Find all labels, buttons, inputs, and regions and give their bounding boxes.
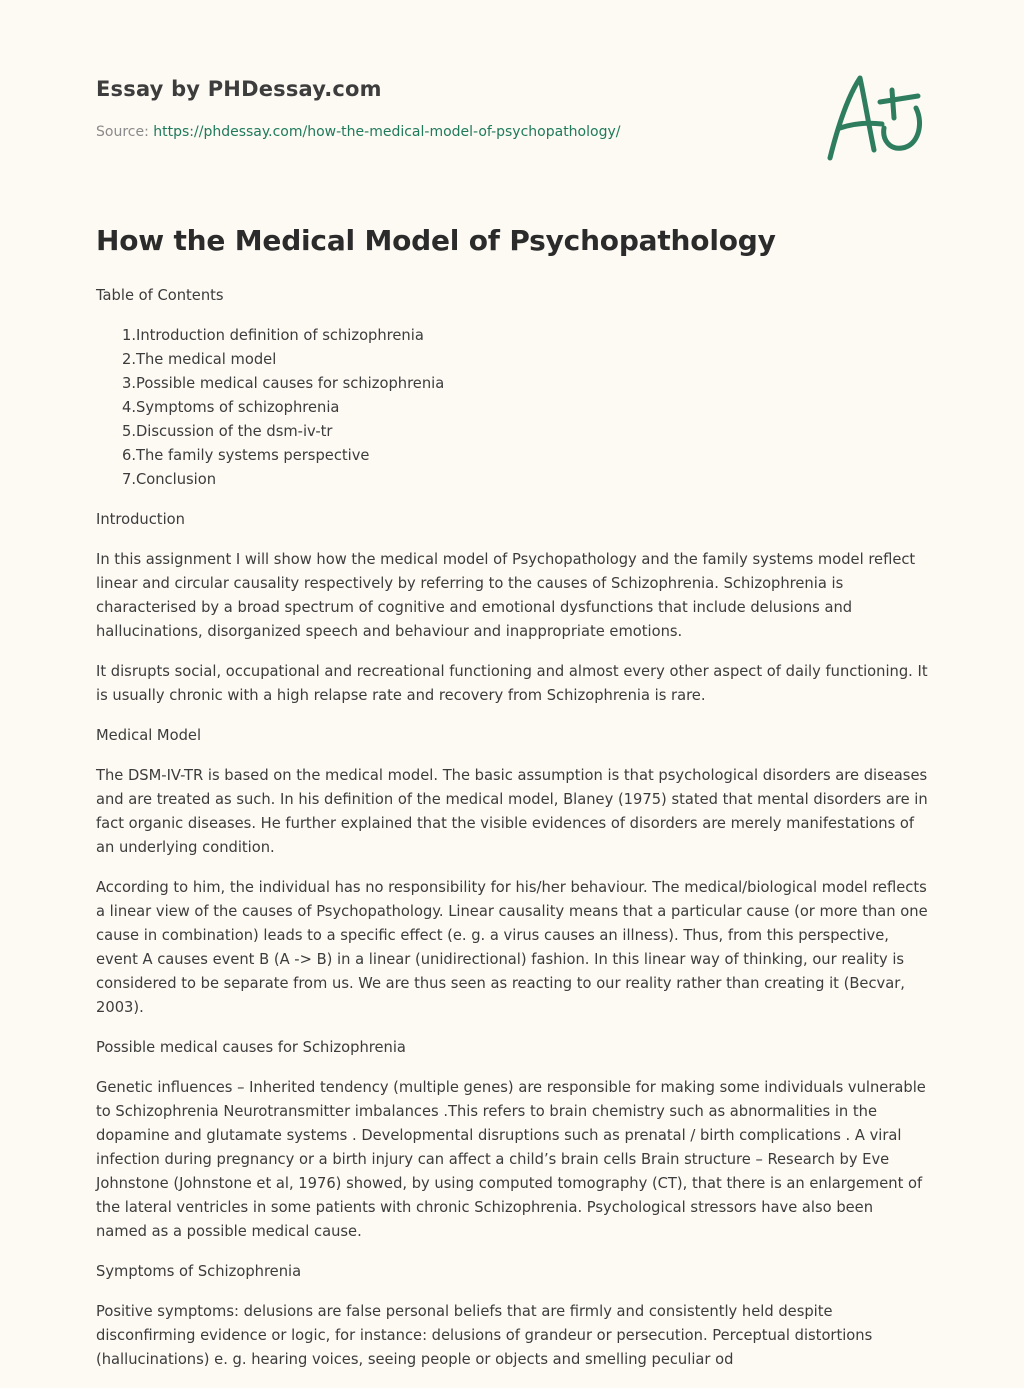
paragraph: It disrupts social, occupational and recreational functioning and almost every other aspect of daily functioning. It is usually chronic with a high relapse rate and recovery from Schizophrenia is rare. [96, 663, 928, 704]
site-brand: Essay by PHDessay.com [96, 77, 382, 101]
toc-heading: Table of Contents [96, 287, 224, 304]
toc-item[interactable]: 2. The medical model [121, 351, 277, 368]
source-line [96, 124, 620, 140]
a-plus-logo-icon [818, 66, 930, 166]
section-heading-medical-model: Medical Model [96, 727, 202, 744]
table-of-contents [96, 324, 928, 492]
essay-body [96, 284, 928, 1388]
toc-item[interactable]: 6. The family systems perspective [121, 447, 370, 464]
toc-item[interactable]: 4. Symptoms of schizophrenia [121, 399, 340, 416]
section-heading-introduction: Introduction [96, 511, 185, 528]
paragraph: According to him, the individual has no responsibility for his/her behaviour. The medical/biological model reflects a linear view of the causes of Psychopathology. Linear causality means that a particular cause (or more than one cause in combination) leads to a specific effect (e. g. a virus causes an illness). Thus, from this perspective, event A causes event B (A -> B) in a linear (unidirectional) fashion. In this linear way of thinking, our reality is considered to be separate from us. We are thus seen as reacting to our reality rather than creating it (Becvar, 2003). [96, 879, 928, 1016]
section-heading-possible-causes: Possible medical causes for Schizophrenia [96, 1039, 406, 1056]
paragraph: The DSM-IV-TR is based on the medical model. The basic assumption is that psychological disorders are diseases and are treated as such. In his definition of the medical model, Blaney (1975) stated that mental disorders are in fact organic diseases. He further explained that the visible evidences of disorders are merely manifestations of an underlying condition. [96, 767, 928, 856]
source-link[interactable]: https://phdessay.com/how-the-medical-model-of-psychopathology/ [153, 124, 621, 140]
toc-item[interactable]: 5. Discussion of the dsm-iv-tr [121, 423, 333, 440]
page-title: How the Medical Model of Psychopathology [96, 224, 776, 257]
a-plus-logo-graphic [818, 66, 930, 166]
toc-item[interactable]: 7. Conclusion [121, 471, 217, 488]
toc-item[interactable]: 1. Introduction definition of schizophrenia [121, 327, 424, 344]
paragraph: Genetic influences – Inherited tendency (multiple genes) are responsible for making some individuals vulnerable to Schizophrenia Neurotransmitter imbalances .This refers to brain chemistry such as abnormalities in the dopamine and glutamate systems . Developmental disruptions such as prenatal / birth complications . A viral infection during pregnancy or a birth injury can affect a child’s brain cells Brain structure – Research by Eve Johnstone (Johnstone et al, 1976) showed, by using computed tomography (CT), that there is an enlargement of the lateral ventricles in some patients with chronic Schizophrenia. Psychological stressors have also been named as a possible medical cause. [96, 1079, 926, 1240]
source-label: Source: [96, 124, 154, 140]
paragraph: In this assignment I will show how the medical model of Psychopathology and the family systems model reflect linear and circular causality respectively by referring to the causes of Schizophrenia. Schizophrenia is characterised by a broad spectrum of cognitive and emotional dysfunctions that include delusions and hallucinations, disorganized speech and behaviour and inappropriate emotions. [96, 551, 916, 640]
section-heading-symptoms: Symptoms of Schizophrenia [96, 1263, 302, 1280]
toc-item[interactable]: 3. Possible medical causes for schizophrenia [121, 375, 445, 392]
paragraph: Positive symptoms: delusions are false personal beliefs that are firmly and consistently held despite disconfirming evidence or logic, for instance: delusions of grandeur or persecution. Perceptual distortions (hallucinations) e. g. hearing voices, seeing people or objects and smelling peculiar od [96, 1303, 873, 1368]
